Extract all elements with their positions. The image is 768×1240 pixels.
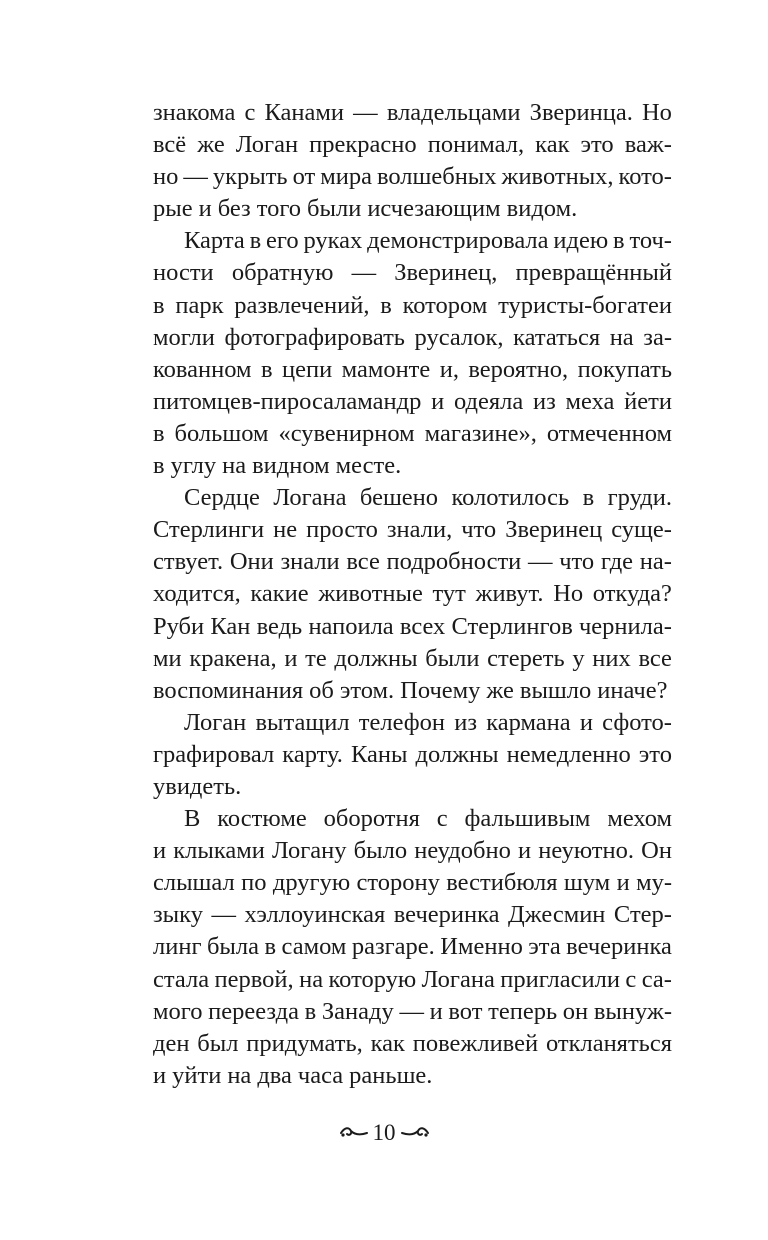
- text-line: линг была в самом разгаре. Именно эта вечеринка: [153, 933, 672, 961]
- text-line: В костюме оборотня с фальшивым мехом: [184, 805, 672, 833]
- text-line: но — укрыть от мира волшебных животных, кото-: [153, 163, 672, 191]
- text-line: зыку — хэллоуинская вечеринка Джесмин Стер-: [153, 901, 672, 929]
- text-line: воспоминания об этом. Почему же вышло иначе?: [153, 676, 668, 704]
- text-line: всё же Логан прекрасно понимал, как это важ-: [153, 131, 672, 159]
- text-line: рые и без того были исчезающим видом.: [153, 195, 578, 223]
- left-flourish-icon: [339, 1126, 369, 1140]
- text-line: слышал по другую сторону вестибюля шум и му-: [153, 869, 672, 897]
- body-text: [153, 97, 672, 1092]
- page-folio: [0, 1120, 768, 1146]
- text-line: кованном в цепи мамонте и, вероятно, покупать: [153, 355, 672, 383]
- text-line: в парк развлечений, в котором туристы-богатеи: [153, 291, 672, 319]
- text-line: ми кракена, и те должны были стереть у них все: [153, 644, 672, 672]
- text-line: Логан вытащил телефон из кармана и сфото-: [184, 708, 672, 736]
- page-number: 10: [372, 1120, 396, 1145]
- text-line: могли фотографировать русалок, кататься на за-: [153, 323, 672, 351]
- text-line: и уйти на два часа раньше.: [153, 1061, 433, 1089]
- text-line: Карта в его руках демонстрировала идею в точ-: [184, 227, 672, 255]
- text-line: ности обратную — Зверинец, превращённый: [153, 259, 672, 287]
- text-line: и клыками Логану было неудобно и неуютно. Он: [153, 837, 672, 865]
- text-line: питомцев-пиросаламандр и одеяла из меха йети: [153, 387, 672, 415]
- text-line: увидеть.: [153, 772, 242, 800]
- text-line: Руби Кан ведь напоила всех Стерлингов чернила-: [153, 612, 672, 640]
- text-line: графировал карту. Каны должны немедленно это: [153, 740, 672, 768]
- text-line: в большом «сувенирном магазине», отмеченном: [153, 419, 672, 447]
- text-line: знакома с Канами — владельцами Зверинца. Но: [153, 99, 672, 126]
- text-line: мого переезда в Занаду — и вот теперь он вынуж-: [153, 997, 672, 1025]
- text-line: ствует. Они знали все подробности — что где на-: [153, 548, 672, 576]
- right-flourish-icon: [400, 1126, 430, 1140]
- text-line: стала первой, на которую Логана пригласили с са-: [153, 965, 672, 993]
- text-line: Сердце Логана бешено колотилось в груди.: [184, 484, 672, 512]
- text-line: ден был придумать, как повежливей откланяться: [153, 1029, 672, 1057]
- text-line: Стерлинги не просто знали, что Зверинец суще-: [153, 516, 672, 544]
- text-line: в углу на видном месте.: [153, 452, 402, 480]
- text-line: ходится, какие животные тут живут. Но откуда?: [153, 580, 672, 608]
